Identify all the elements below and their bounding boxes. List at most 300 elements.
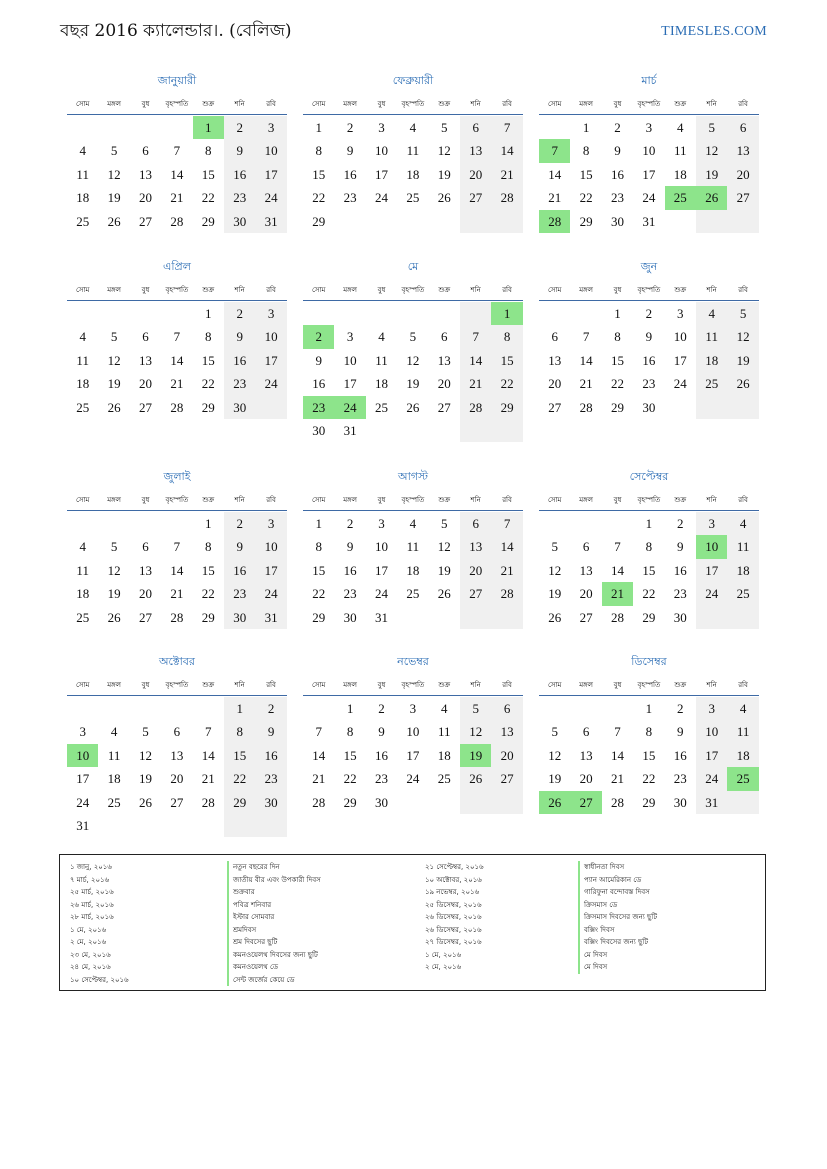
day-cell[interactable]: 13 [138,562,152,578]
day-cell[interactable]: 9 [224,535,255,558]
holiday-day[interactable]: 24 [334,396,365,419]
day-cell[interactable]: 9 [677,539,684,555]
site-link[interactable]: TIMESLES.COM [661,24,767,39]
day-cell[interactable]: 10 [255,325,286,348]
day-cell[interactable]: 20 [548,376,562,392]
day-cell[interactable]: 5 [460,697,491,720]
day-cell[interactable]: 12 [696,139,727,162]
day-cell[interactable]: 29 [343,794,357,810]
day-cell[interactable]: 8 [205,329,212,345]
day-cell[interactable]: 12 [727,325,758,348]
day-cell[interactable]: 10 [673,329,687,345]
day-cell[interactable]: 11 [76,562,89,578]
day-cell[interactable]: 26 [460,767,491,790]
day-cell[interactable]: 12 [548,562,562,578]
day-cell[interactable]: 6 [173,724,181,740]
day-cell[interactable]: 17 [255,349,286,372]
day-cell[interactable]: 20 [138,376,152,392]
day-cell[interactable]: 9 [315,352,322,368]
day-cell[interactable]: 17 [76,771,90,787]
day-cell[interactable]: 23 [224,186,255,209]
day-cell[interactable]: 14 [491,139,522,162]
day-cell[interactable]: 8 [205,539,212,555]
day-cell[interactable]: 27 [491,767,522,790]
day-cell[interactable]: 14 [170,352,184,368]
day-cell[interactable]: 27 [579,609,593,625]
day-cell[interactable]: 14 [610,562,624,578]
day-cell[interactable]: 26 [437,190,451,206]
day-cell[interactable]: 7 [315,724,322,740]
day-cell[interactable]: 12 [406,352,420,368]
day-cell[interactable]: 15 [224,744,255,767]
day-cell[interactable]: 23 [610,190,624,206]
day-cell[interactable]: 9 [677,724,684,740]
day-cell[interactable]: 12 [107,166,121,182]
day-cell[interactable]: 14 [491,535,522,558]
day-cell[interactable]: 12 [138,747,152,763]
day-cell[interactable]: 19 [107,376,121,392]
day-cell[interactable]: 24 [374,586,388,602]
day-cell[interactable]: 13 [138,352,152,368]
day-cell[interactable]: 14 [170,562,184,578]
day-cell[interactable]: 16 [312,376,326,392]
day-cell[interactable]: 26 [107,609,121,625]
day-cell[interactable]: 28 [610,609,624,625]
holiday-day[interactable]: 27 [570,791,601,814]
day-cell[interactable]: 3 [378,120,385,135]
day-cell[interactable]: 7 [614,724,621,740]
day-cell[interactable]: 6 [460,116,491,139]
day-cell[interactable]: 6 [491,697,522,720]
day-cell[interactable]: 11 [107,747,121,763]
day-cell[interactable]: 21 [610,771,624,787]
day-cell[interactable]: 5 [696,116,727,139]
day-cell[interactable]: 6 [441,329,448,345]
day-cell[interactable]: 30 [312,423,326,438]
day-cell[interactable]: 1 [645,516,653,531]
day-cell[interactable]: 5 [409,329,417,345]
day-cell[interactable]: 5 [110,143,118,159]
day-cell[interactable]: 9 [224,325,255,348]
day-cell[interactable]: 14 [170,166,184,182]
day-cell[interactable]: 24 [696,767,727,790]
day-cell[interactable]: 14 [312,747,326,763]
day-cell[interactable]: 4 [441,701,448,716]
day-cell[interactable]: 19 [548,586,562,602]
holiday-day[interactable]: 2 [303,325,334,348]
day-cell[interactable]: 29 [642,794,656,810]
holiday-day[interactable]: 1 [193,116,224,139]
day-cell[interactable]: 4 [110,724,118,740]
day-cell[interactable]: 21 [548,190,562,206]
day-cell[interactable]: 24 [255,186,286,209]
day-cell[interactable]: 15 [491,349,522,372]
day-cell[interactable]: 13 [579,747,593,763]
day-cell[interactable]: 9 [614,143,621,159]
day-cell[interactable]: 22 [343,771,357,787]
day-cell[interactable]: 19 [437,562,451,578]
day-cell[interactable]: 28 [491,186,522,209]
day-cell[interactable]: 2 [224,512,255,535]
day-cell[interactable]: 31 [343,423,357,438]
day-cell[interactable]: 25 [406,586,420,602]
day-cell[interactable]: 2 [346,120,354,135]
day-cell[interactable]: 15 [312,562,326,578]
day-cell[interactable]: 21 [170,376,184,392]
day-cell[interactable]: 3 [677,306,684,321]
day-cell[interactable]: 11 [406,539,420,555]
day-cell[interactable]: 18 [76,376,90,392]
day-cell[interactable]: 27 [170,794,184,810]
day-cell[interactable]: 29 [579,213,593,229]
day-cell[interactable]: 19 [548,771,562,787]
day-cell[interactable]: 25 [107,794,121,810]
holiday-day[interactable]: 10 [67,744,98,767]
day-cell[interactable]: 30 [224,606,255,629]
day-cell[interactable]: 30 [673,794,687,810]
day-cell[interactable]: 1 [205,516,212,531]
day-cell[interactable]: 5 [110,539,118,555]
day-cell[interactable]: 27 [460,582,491,605]
day-cell[interactable]: 17 [673,352,687,368]
day-cell[interactable]: 10 [255,535,286,558]
day-cell[interactable]: 4 [696,302,727,325]
day-cell[interactable]: 20 [579,586,593,602]
day-cell[interactable]: 10 [343,352,357,368]
day-cell[interactable]: 31 [642,213,656,229]
day-cell[interactable]: 7 [582,329,590,345]
day-cell[interactable]: 3 [696,697,727,720]
day-cell[interactable]: 8 [315,143,322,159]
day-cell[interactable]: 20 [579,771,593,787]
day-cell[interactable]: 24 [642,190,656,206]
day-cell[interactable]: 13 [460,139,491,162]
day-cell[interactable]: 20 [491,744,522,767]
day-cell[interactable]: 6 [142,539,149,555]
day-cell[interactable]: 18 [76,190,90,206]
day-cell[interactable]: 21 [491,559,522,582]
day-cell[interactable]: 29 [312,609,326,625]
day-cell[interactable]: 16 [673,562,687,578]
holiday-day[interactable]: 23 [303,396,334,419]
day-cell[interactable]: 5 [727,302,758,325]
day-cell[interactable]: 18 [437,747,451,763]
day-cell[interactable]: 27 [138,609,152,625]
day-cell[interactable]: 10 [696,720,727,743]
day-cell[interactable]: 11 [438,724,451,740]
day-cell[interactable]: 24 [374,190,388,206]
day-cell[interactable]: 27 [138,213,152,229]
day-cell[interactable]: 18 [727,744,758,767]
holiday-day[interactable]: 10 [696,535,727,558]
day-cell[interactable]: 8 [224,720,255,743]
day-cell[interactable]: 24 [255,582,286,605]
day-cell[interactable]: 21 [170,586,184,602]
day-cell[interactable]: 16 [224,559,255,582]
day-cell[interactable]: 10 [255,139,286,162]
day-cell[interactable]: 20 [460,559,491,582]
day-cell[interactable]: 22 [610,376,624,392]
day-cell[interactable]: 22 [642,586,656,602]
day-cell[interactable]: 16 [343,166,357,182]
day-cell[interactable]: 28 [312,794,326,810]
day-cell[interactable]: 31 [255,606,286,629]
day-cell[interactable]: 5 [441,120,448,135]
day-cell[interactable]: 7 [173,539,181,555]
day-cell[interactable]: 16 [343,562,357,578]
day-cell[interactable]: 13 [548,352,562,368]
day-cell[interactable]: 23 [255,767,286,790]
day-cell[interactable]: 31 [76,818,90,833]
day-cell[interactable]: 22 [224,767,255,790]
day-cell[interactable]: 8 [645,724,653,740]
day-cell[interactable]: 26 [548,609,562,625]
day-cell[interactable]: 25 [76,399,90,415]
day-cell[interactable]: 11 [727,720,758,743]
day-cell[interactable]: 8 [205,143,212,159]
day-cell[interactable]: 30 [224,396,255,419]
day-cell[interactable]: 11 [674,143,687,159]
day-cell[interactable]: 30 [255,791,286,814]
day-cell[interactable]: 11 [76,166,89,182]
day-cell[interactable]: 15 [201,352,215,368]
day-cell[interactable]: 4 [727,512,758,535]
day-cell[interactable]: 3 [378,516,385,531]
day-cell[interactable]: 18 [696,349,727,372]
day-cell[interactable]: 2 [224,116,255,139]
day-cell[interactable]: 12 [460,720,491,743]
day-cell[interactable]: 22 [201,586,215,602]
day-cell[interactable]: 26 [138,794,152,810]
day-cell[interactable]: 19 [138,771,152,787]
day-cell[interactable]: 7 [173,143,181,159]
day-cell[interactable]: 1 [224,697,255,720]
day-cell[interactable]: 20 [437,376,451,392]
day-cell[interactable]: 18 [406,562,420,578]
holiday-day[interactable]: 25 [727,767,758,790]
day-cell[interactable]: 30 [642,399,656,415]
day-cell[interactable]: 15 [201,562,215,578]
day-cell[interactable]: 24 [696,582,727,605]
day-cell[interactable]: 17 [642,166,656,182]
day-cell[interactable]: 18 [673,166,687,182]
day-cell[interactable]: 13 [460,535,491,558]
day-cell[interactable]: 30 [224,210,255,233]
day-cell[interactable]: 14 [610,747,624,763]
day-cell[interactable]: 2 [677,516,684,531]
day-cell[interactable]: 26 [107,213,121,229]
day-cell[interactable]: 22 [579,190,593,206]
day-cell[interactable]: 25 [696,372,727,395]
day-cell[interactable]: 31 [255,210,286,233]
day-cell[interactable]: 28 [170,399,184,415]
day-cell[interactable]: 27 [727,186,758,209]
day-cell[interactable]: 16 [673,747,687,763]
holiday-day[interactable]: 25 [665,186,696,209]
day-cell[interactable]: 25 [727,582,758,605]
holiday-day[interactable]: 26 [696,186,727,209]
day-cell[interactable]: 11 [375,352,388,368]
day-cell[interactable]: 22 [312,586,326,602]
day-cell[interactable]: 26 [727,372,758,395]
day-cell[interactable]: 19 [696,163,727,186]
day-cell[interactable]: 28 [170,609,184,625]
day-cell[interactable]: 6 [142,143,149,159]
day-cell[interactable]: 29 [642,609,656,625]
day-cell[interactable]: 2 [224,302,255,325]
day-cell[interactable]: 8 [614,329,621,345]
day-cell[interactable]: 25 [76,609,90,625]
day-cell[interactable]: 2 [614,120,621,135]
day-cell[interactable]: 28 [579,399,593,415]
day-cell[interactable]: 9 [224,139,255,162]
day-cell[interactable]: 25 [374,399,388,415]
day-cell[interactable]: 31 [696,791,727,814]
day-cell[interactable]: 17 [343,376,357,392]
day-cell[interactable]: 15 [610,352,624,368]
day-cell[interactable]: 12 [437,539,451,555]
day-cell[interactable]: 31 [374,609,388,625]
day-cell[interactable]: 16 [224,163,255,186]
holiday-day[interactable]: 7 [539,139,570,162]
day-cell[interactable]: 7 [614,539,621,555]
day-cell[interactable]: 16 [642,352,656,368]
day-cell[interactable]: 14 [579,352,593,368]
day-cell[interactable]: 18 [406,166,420,182]
day-cell[interactable]: 28 [201,794,215,810]
day-cell[interactable]: 16 [610,166,624,182]
day-cell[interactable]: 9 [346,539,354,555]
holiday-day[interactable]: 21 [602,582,633,605]
day-cell[interactable]: 15 [642,747,656,763]
day-cell[interactable]: 9 [255,720,286,743]
day-cell[interactable]: 11 [696,325,727,348]
day-cell[interactable]: 8 [645,539,653,555]
day-cell[interactable]: 16 [224,349,255,372]
day-cell[interactable]: 20 [170,771,184,787]
day-cell[interactable]: 17 [696,559,727,582]
day-cell[interactable]: 18 [76,586,90,602]
day-cell[interactable]: 15 [579,166,593,182]
day-cell[interactable]: 12 [107,352,121,368]
day-cell[interactable]: 15 [642,562,656,578]
day-cell[interactable]: 23 [224,582,255,605]
holiday-day[interactable]: 28 [539,210,570,233]
day-cell[interactable]: 3 [255,116,286,139]
day-cell[interactable]: 3 [346,329,354,345]
day-cell[interactable]: 10 [374,539,388,555]
day-cell[interactable]: 10 [406,724,420,740]
holiday-day[interactable]: 26 [539,791,570,814]
day-cell[interactable]: 27 [138,399,152,415]
day-cell[interactable]: 7 [491,116,522,139]
day-cell[interactable]: 23 [343,586,357,602]
day-cell[interactable]: 18 [107,771,121,787]
day-cell[interactable]: 21 [491,163,522,186]
day-cell[interactable]: 3 [255,302,286,325]
day-cell[interactable]: 24 [673,376,687,392]
day-cell[interactable]: 1 [315,120,322,135]
day-cell[interactable]: 5 [110,329,118,345]
day-cell[interactable]: 9 [645,329,653,345]
day-cell[interactable]: 6 [582,724,590,740]
day-cell[interactable]: 21 [460,372,491,395]
day-cell[interactable]: 28 [610,794,624,810]
day-cell[interactable]: 8 [315,539,322,555]
day-cell[interactable]: 22 [201,376,215,392]
day-cell[interactable]: 6 [551,329,558,345]
day-cell[interactable]: 6 [460,512,491,535]
day-cell[interactable]: 23 [642,376,656,392]
holiday-day[interactable]: 1 [491,302,522,325]
day-cell[interactable]: 21 [201,771,215,787]
day-cell[interactable]: 23 [673,771,687,787]
day-cell[interactable]: 3 [409,701,417,716]
day-cell[interactable]: 5 [551,724,558,740]
day-cell[interactable]: 4 [677,120,684,135]
day-cell[interactable]: 23 [374,771,388,787]
day-cell[interactable]: 4 [79,329,86,345]
day-cell[interactable]: 12 [548,747,562,763]
day-cell[interactable]: 7 [491,512,522,535]
day-cell[interactable]: 2 [677,701,684,716]
day-cell[interactable]: 29 [491,396,522,419]
day-cell[interactable]: 23 [343,190,357,206]
day-cell[interactable]: 17 [374,166,388,182]
day-cell[interactable]: 5 [142,724,149,740]
day-cell[interactable]: 29 [312,213,326,229]
day-cell[interactable]: 11 [76,352,89,368]
day-cell[interactable]: 25 [437,771,451,787]
day-cell[interactable]: 4 [79,539,86,555]
day-cell[interactable]: 13 [579,562,593,578]
day-cell[interactable]: 28 [491,582,522,605]
day-cell[interactable]: 21 [170,190,184,206]
day-cell[interactable]: 13 [170,747,184,763]
day-cell[interactable]: 9 [378,724,385,740]
day-cell[interactable]: 19 [437,166,451,182]
day-cell[interactable]: 11 [406,143,420,159]
day-cell[interactable]: 10 [642,143,656,159]
day-cell[interactable]: 26 [406,399,420,415]
day-cell[interactable]: 18 [374,376,388,392]
day-cell[interactable]: 13 [437,352,451,368]
day-cell[interactable]: 7 [173,329,181,345]
day-cell[interactable]: 15 [312,166,326,182]
day-cell[interactable]: 1 [582,120,590,135]
day-cell[interactable]: 8 [346,724,354,740]
holiday-day[interactable]: 19 [460,744,491,767]
day-cell[interactable]: 2 [255,697,286,720]
day-cell[interactable]: 13 [491,720,522,743]
day-cell[interactable]: 19 [107,586,121,602]
day-cell[interactable]: 26 [107,399,121,415]
day-cell[interactable]: 2 [346,516,354,531]
day-cell[interactable]: 3 [79,724,86,740]
day-cell[interactable]: 29 [201,399,215,415]
day-cell[interactable]: 10 [374,143,388,159]
day-cell[interactable]: 7 [205,724,212,740]
day-cell[interactable]: 24 [76,794,90,810]
day-cell[interactable]: 21 [579,376,593,392]
day-cell[interactable]: 13 [727,139,758,162]
day-cell[interactable]: 14 [460,349,491,372]
day-cell[interactable]: 2 [378,701,385,716]
day-cell[interactable]: 27 [437,399,451,415]
day-cell[interactable]: 2 [645,306,653,321]
day-cell[interactable]: 6 [582,539,590,555]
day-cell[interactable]: 20 [138,586,152,602]
